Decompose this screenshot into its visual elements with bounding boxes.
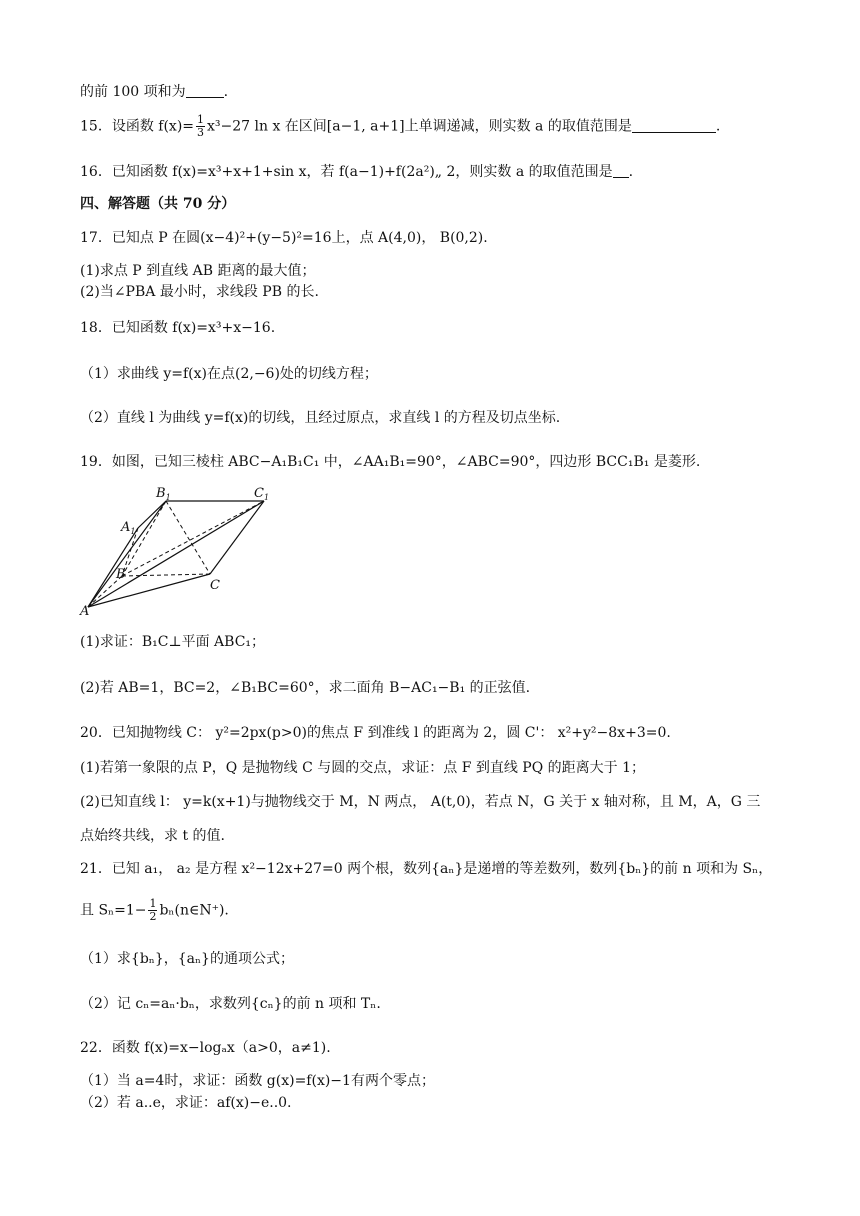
q21-part-2: （2）记 cₙ=aₙ·bₙ，求数列{cₙ}的前 n 项和 Tₙ. bbox=[80, 996, 381, 1012]
q17-stem bbox=[80, 228, 488, 248]
q21-sn-line bbox=[80, 898, 229, 923]
q20-stem bbox=[80, 723, 671, 743]
fraction-denominator: 2 bbox=[149, 910, 157, 923]
label-A: A bbox=[80, 604, 90, 618]
q15-number: 15． bbox=[80, 118, 112, 135]
label-C: C bbox=[210, 578, 220, 593]
q15-fraction bbox=[196, 114, 205, 139]
q17-stem-text: 已知点 P 在圆(x−4)²+(y−5)²=16上，点 A(4,0)， B(0,2). bbox=[111, 230, 488, 246]
q18-part-2: （2）直线 l 为曲线 y=f(x)的切线，且经过原点，求直线 l 的方程及切点坐标. bbox=[80, 410, 561, 426]
answer-blank[interactable] bbox=[186, 83, 224, 98]
q19-part-1: (1)求证：B₁C⊥平面 ABC₁； bbox=[80, 634, 266, 650]
q20-part-2a: (2)已知直线 l： y=k(x+1)与抛物线交于 M，N 两点， A(t,0)，若点 N，G 关于 x 轴对称，且 M，A，G 三 bbox=[80, 794, 761, 810]
answer-blank[interactable] bbox=[613, 163, 629, 178]
q17-part-2: (2)当∠PBA 最小时，求线段 PB 的长. bbox=[80, 284, 319, 300]
q18-part-1: （1）求曲线 y=f(x)在点(2,−6)处的切线方程； bbox=[80, 366, 378, 382]
q21-sn-text-2: bₙ(n∈N⁺). bbox=[159, 902, 229, 919]
q20-part-2b: 点始终共线，求 t 的值. bbox=[80, 828, 225, 844]
answer-blank[interactable] bbox=[632, 118, 716, 133]
q19-number: 19． bbox=[80, 454, 112, 470]
q16-number: 16． bbox=[80, 164, 112, 180]
label-A1: $A_1$ bbox=[121, 520, 136, 536]
q21-part-1: （1）求{bₙ}，{aₙ}的通项公式； bbox=[80, 951, 294, 967]
q15-text-2: x³−27 ln x 在区间[a−1, a+1]上单调递减，则实数 a 的取值范围是 bbox=[207, 118, 632, 135]
question-16 bbox=[80, 162, 633, 182]
q21-stem-text: 已知 a₁， a₂ 是方程 x²−12x+27=0 两个根，数列{aₙ}是递增的等差数列，数列{bₙ}的前 n 项和为 Sₙ， bbox=[111, 861, 773, 877]
label-B: B bbox=[116, 567, 126, 582]
q15-text-1: 设函数 f(x)= bbox=[111, 118, 195, 135]
prism-figure bbox=[78, 483, 278, 618]
q17-number: 17． bbox=[80, 230, 112, 246]
q22-part-2: （2）若 a..e，求证：af(x)−e..0. bbox=[80, 1095, 292, 1111]
q22-stem-text: 函数 f(x)=x−logₐx（a>0，a≠1). bbox=[111, 1040, 331, 1056]
question-15 bbox=[80, 114, 720, 139]
q14-tail-end: . bbox=[223, 84, 229, 100]
q19-stem bbox=[80, 452, 700, 472]
q16-text: 已知函数 f(x)=x³+x+1+sin x，若 f(a−1)+f(2a²)„ 2，则实数 a 的取值范围是 bbox=[111, 164, 613, 180]
prism-solid-edges bbox=[88, 501, 264, 607]
fraction-denominator: 3 bbox=[197, 126, 205, 139]
q21-number: 21． bbox=[80, 861, 112, 877]
q17-part-1: (1)求点 P 到直线 AB 距离的最大值； bbox=[80, 263, 316, 279]
q15-end: . bbox=[715, 118, 721, 135]
q22-number: 22． bbox=[80, 1040, 112, 1056]
q19-stem-text: 如图，已知三棱柱 ABC−A₁B₁C₁ 中，∠AA₁B₁=90°，∠ABC=90°，四边形 BCC₁B₁ 是菱形. bbox=[111, 454, 701, 470]
q16-end: . bbox=[628, 164, 634, 180]
q21-sn-text-1: 且 Sₙ=1− bbox=[80, 902, 147, 919]
section-title: 四、解答题（共 70 分） bbox=[80, 196, 236, 212]
q22-stem bbox=[80, 1038, 331, 1058]
label-C1: $C_1$ bbox=[254, 486, 270, 502]
label-B1: $B_1$ bbox=[156, 486, 171, 502]
q20-stem-text: 已知抛物线 C： y²=2px(p>0)的焦点 F 到准线 l 的距离为 2，圆 C'： x²+y²−8x+3=0. bbox=[111, 725, 671, 741]
q18-number: 18． bbox=[80, 320, 112, 336]
fraction-numerator: 1 bbox=[149, 897, 157, 910]
q21-stem bbox=[80, 859, 772, 879]
q18-stem-text: 已知函数 f(x)=x³+x−16. bbox=[111, 320, 276, 336]
q20-part-1: (1)若第一象限的点 P，Q 是抛物线 C 与圆的交点，求证：点 F 到直线 PQ 的距离大于 1； bbox=[80, 760, 646, 776]
q19-part-2: (2)若 AB=1，BC=2，∠B₁BC=60°，求二面角 B−AC₁−B₁ 的正弦值. bbox=[80, 680, 531, 696]
q22-part-1: （1）当 a=4时，求证：函数 g(x)=f(x)−1有两个零点； bbox=[80, 1073, 435, 1089]
q21-fraction bbox=[148, 898, 157, 923]
q14-tail-line bbox=[80, 82, 228, 102]
q14-tail-text: 的前 100 项和为 bbox=[80, 84, 186, 100]
fraction-numerator: 1 bbox=[197, 113, 205, 126]
q18-stem bbox=[80, 318, 275, 338]
q20-number: 20． bbox=[80, 725, 112, 741]
